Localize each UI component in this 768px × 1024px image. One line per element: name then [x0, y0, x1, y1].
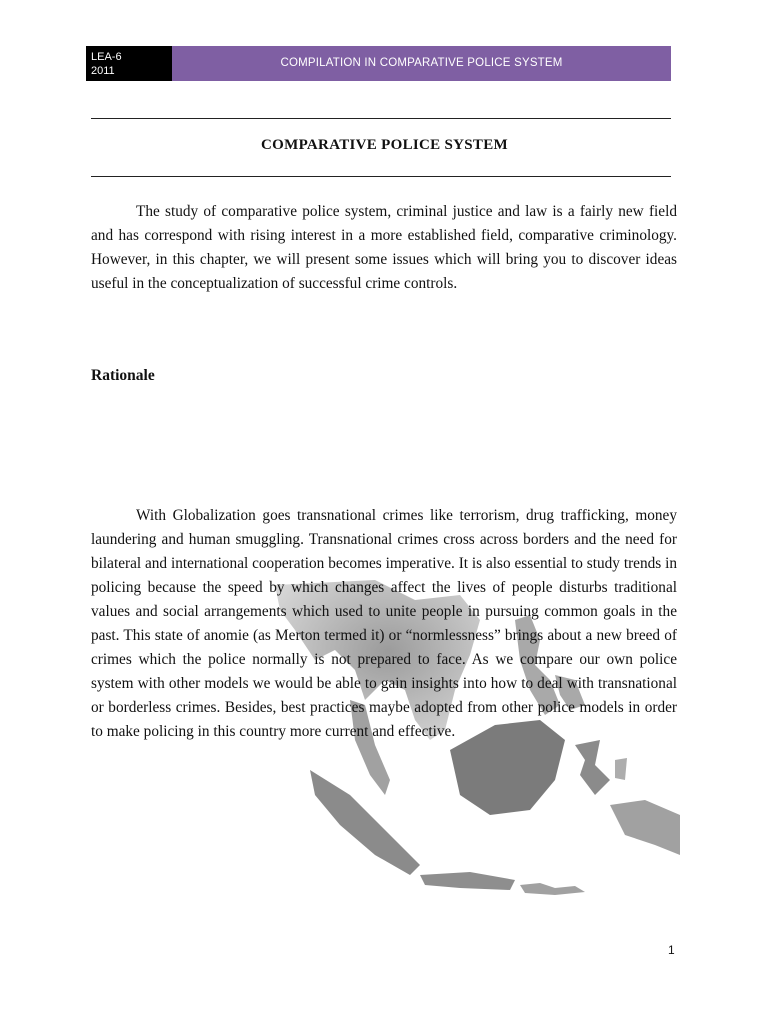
title-underline-rule	[91, 176, 671, 177]
course-year: 2011	[91, 65, 115, 77]
rationale-paragraph-text: With Globalization goes transnational crimes like terrorism, drug trafficking, money laundering and human smuggling. Transnational crimes cross across borders and the need for bilateral and international cooperation becomes imperative. It is also essential to study trends in policing because the speed by which changes affect the lives of people disturbs traditional values and social arrangements which used to unite people in pursuing common goals in the past. This state of anomie (as Merton termed it) or “normlessness” brings about a new breed of crimes which the police normally is not prepared to face. As we compare our own police system with other models we would be able to gain insights into how to deal with transnational or borderless crimes. Besides, best practices maybe adopted from other police models in order to make policing in this country more current and effective.	[91, 507, 677, 740]
rationale-paragraph	[91, 504, 677, 744]
intro-paragraph	[91, 200, 677, 296]
document-title: COMPARATIVE POLICE SYSTEM	[261, 137, 508, 153]
page-header	[86, 46, 671, 81]
header-title: COMPILATION IN COMPARATIVE POLICE SYSTEM	[172, 46, 671, 81]
page-number: 1	[668, 943, 675, 957]
course-code-block	[86, 46, 172, 81]
course-code: LEA-6	[91, 51, 122, 63]
top-rule	[91, 118, 671, 119]
section-heading-rationale: Rationale	[91, 367, 155, 384]
intro-paragraph-text: The study of comparative police system, criminal justice and law is a fairly new field and has correspond with rising interest in a more established field, comparative criminology. However, in this chapter, we will present some issues which will bring you to discover ideas useful in the conceptualization of successful crime controls.	[91, 203, 677, 292]
